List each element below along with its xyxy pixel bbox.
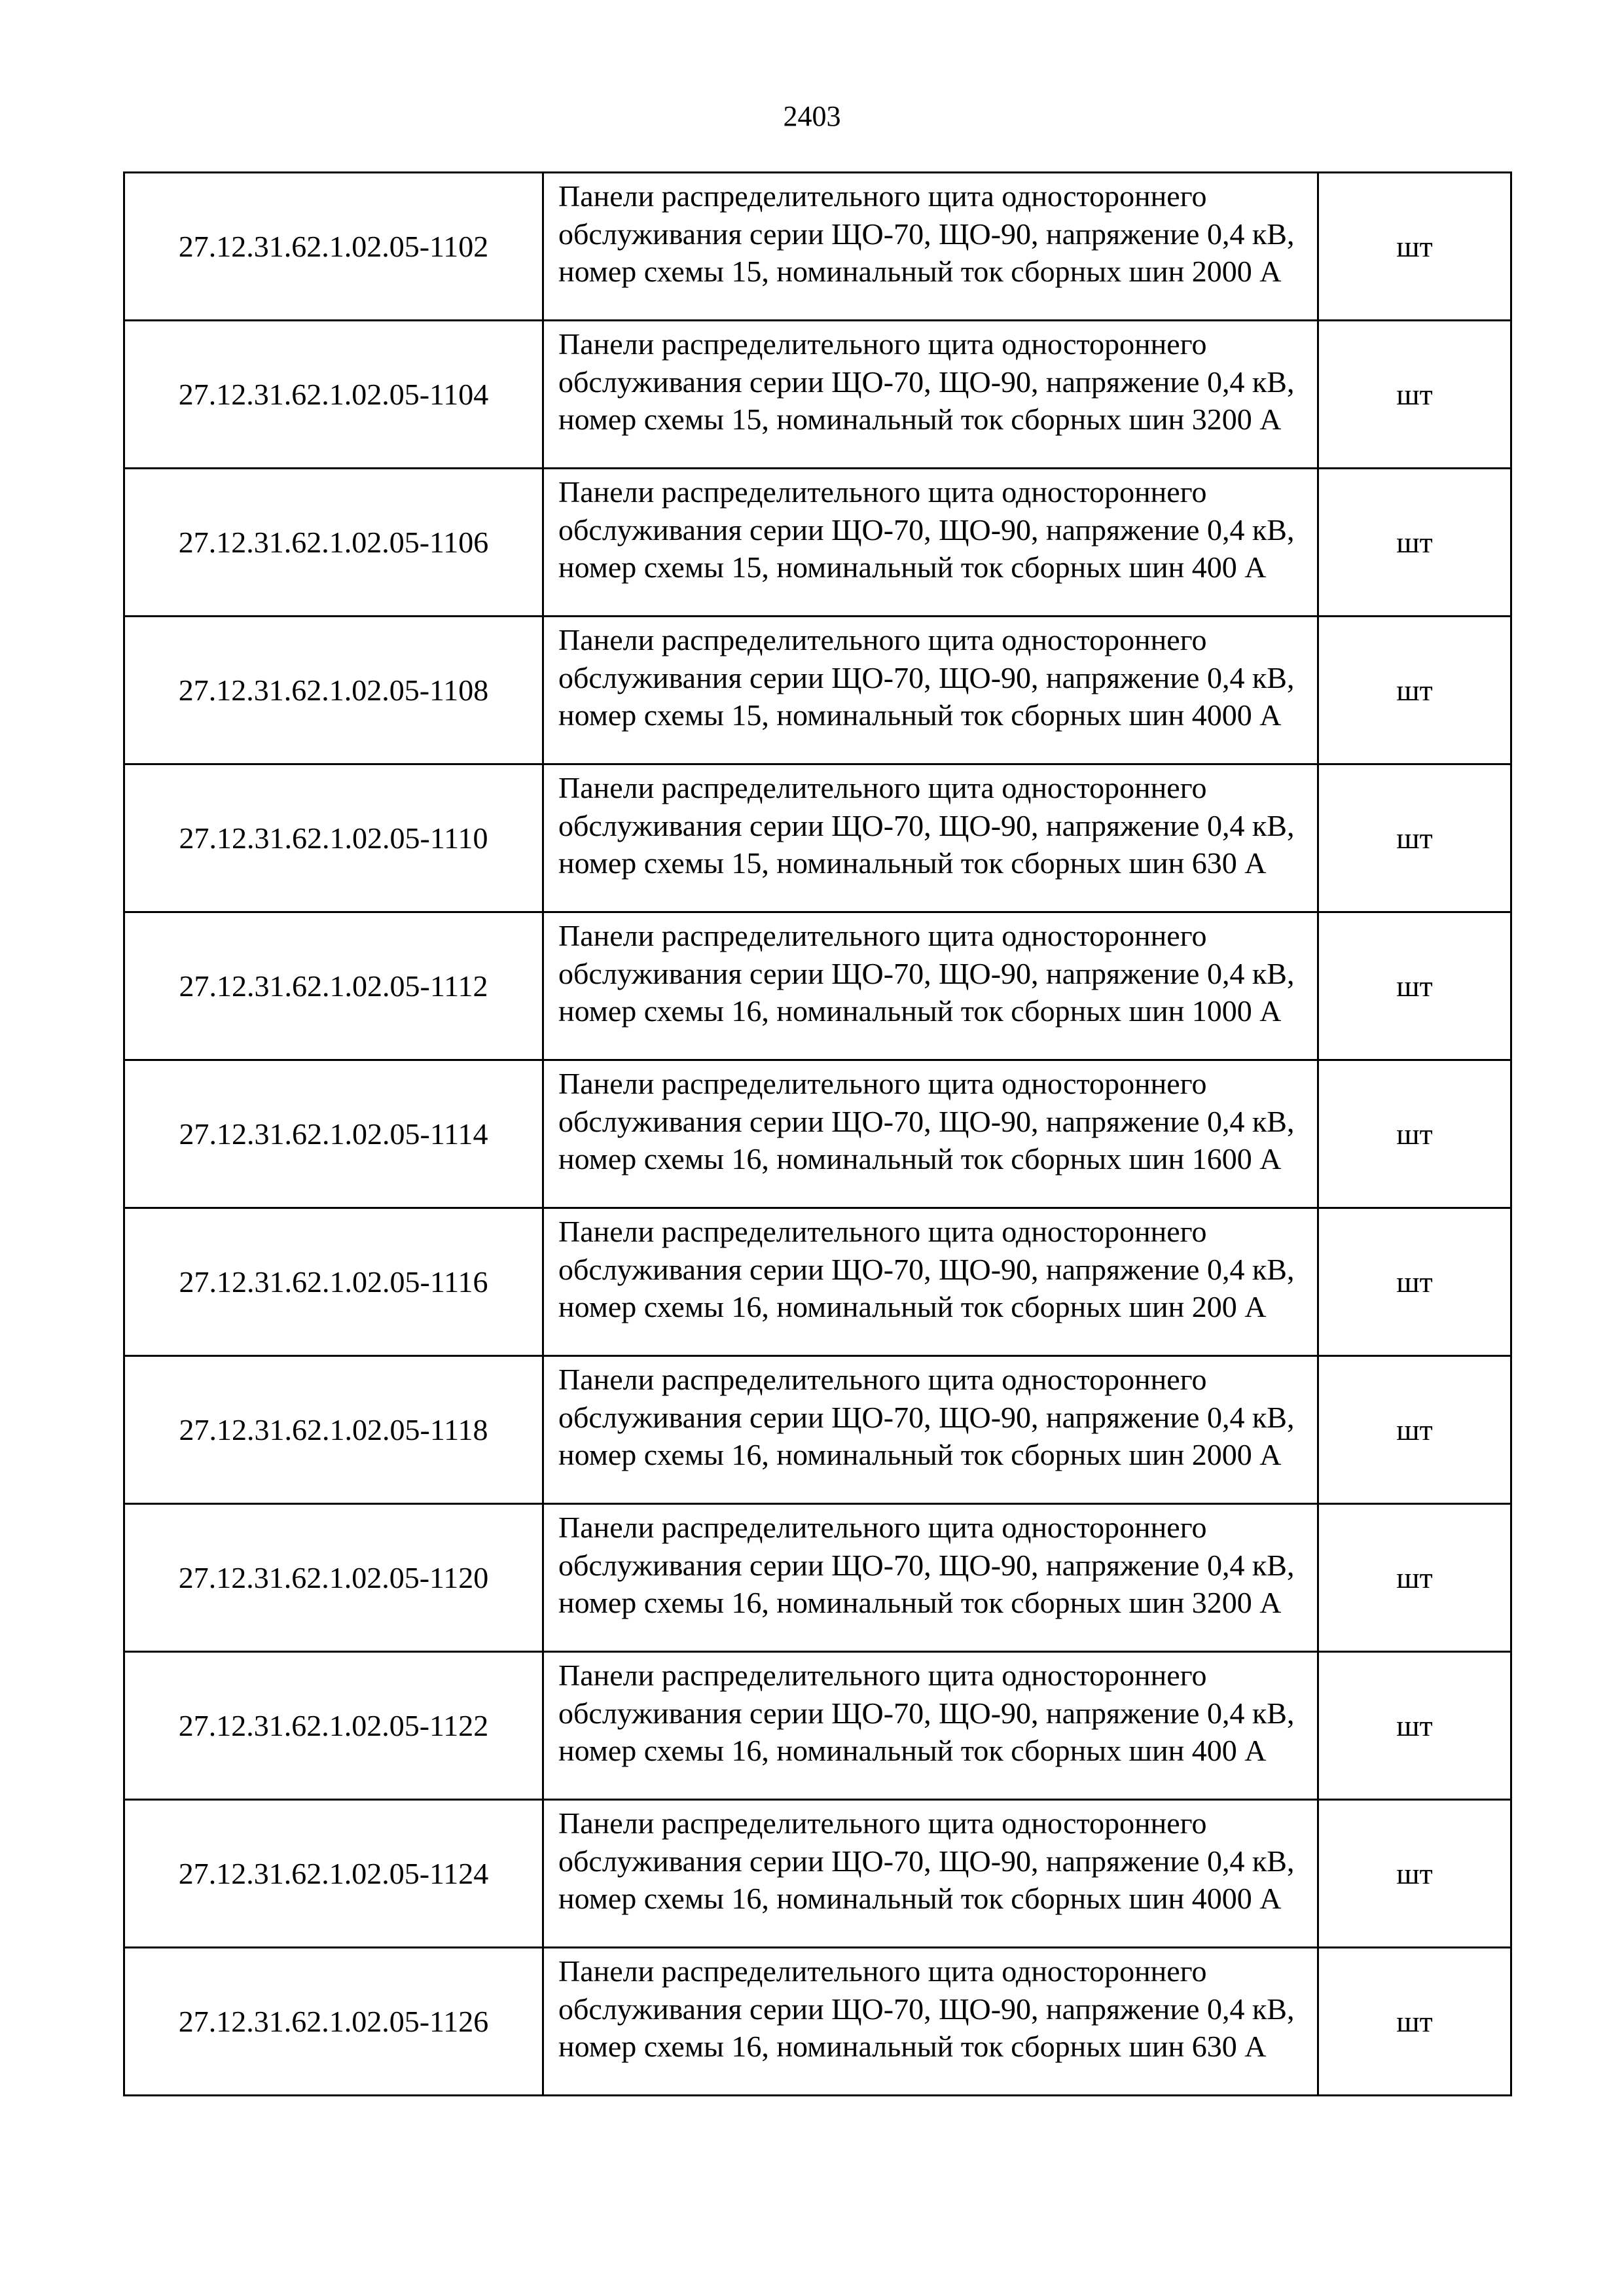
resource-description: Панели распределительного щита одностороннего обслуживания серии ЩО-70, ЩО-90, напряжение 0,4 кВ, номер схемы 16, номинальный ток сборных шин 200 А <box>543 1208 1318 1356</box>
unit-of-measure: шт <box>1318 1652 1511 1800</box>
resource-code: 27.12.31.62.1.02.05-1122 <box>124 1652 543 1800</box>
resource-description: Панели распределительного щита одностороннего обслуживания серии ЩО-70, ЩО-90, напряжение 0,4 кВ, номер схемы 15, номинальный ток сборных шин 630 А <box>543 764 1318 912</box>
table-row <box>124 321 1511 469</box>
unit-of-measure: шт <box>1318 1800 1511 1948</box>
resource-code: 27.12.31.62.1.02.05-1110 <box>124 764 543 912</box>
resource-code: 27.12.31.62.1.02.05-1126 <box>124 1948 543 2096</box>
unit-of-measure: шт <box>1318 912 1511 1060</box>
resource-code: 27.12.31.62.1.02.05-1108 <box>124 617 543 764</box>
table-row <box>124 764 1511 912</box>
resource-code: 27.12.31.62.1.02.05-1106 <box>124 469 543 617</box>
resource-description: Панели распределительного щита одностороннего обслуживания серии ЩО-70, ЩО-90, напряжение 0,4 кВ, номер схемы 16, номинальный ток сборных шин 3200 А <box>543 1504 1318 1652</box>
table-row <box>124 173 1511 321</box>
resource-description: Панели распределительного щита одностороннего обслуживания серии ЩО-70, ЩО-90, напряжение 0,4 кВ, номер схемы 15, номинальный ток сборных шин 4000 А <box>543 617 1318 764</box>
table-row <box>124 1356 1511 1504</box>
table-row <box>124 1060 1511 1208</box>
unit-of-measure: шт <box>1318 1504 1511 1652</box>
table-row <box>124 912 1511 1060</box>
resource-description: Панели распределительного щита одностороннего обслуживания серии ЩО-70, ЩО-90, напряжение 0,4 кВ, номер схемы 15, номинальный ток сборных шин 3200 А <box>543 321 1318 469</box>
table-row <box>124 1948 1511 2096</box>
resource-description: Панели распределительного щита одностороннего обслуживания серии ЩО-70, ЩО-90, напряжение 0,4 кВ, номер схемы 16, номинальный ток сборных шин 1000 А <box>543 912 1318 1060</box>
table-row <box>124 1208 1511 1356</box>
resource-code: 27.12.31.62.1.02.05-1124 <box>124 1800 543 1948</box>
resource-description: Панели распределительного щита одностороннего обслуживания серии ЩО-70, ЩО-90, напряжение 0,4 кВ, номер схемы 16, номинальный ток сборных шин 4000 А <box>543 1800 1318 1948</box>
unit-of-measure: шт <box>1318 1948 1511 2096</box>
unit-of-measure: шт <box>1318 764 1511 912</box>
unit-of-measure: шт <box>1318 1356 1511 1504</box>
resource-code: 27.12.31.62.1.02.05-1114 <box>124 1060 543 1208</box>
catalog-table <box>123 171 1512 2096</box>
resource-code: 27.12.31.62.1.02.05-1118 <box>124 1356 543 1504</box>
unit-of-measure: шт <box>1318 321 1511 469</box>
resource-code: 27.12.31.62.1.02.05-1120 <box>124 1504 543 1652</box>
table-row <box>124 1652 1511 1800</box>
resource-description: Панели распределительного щита одностороннего обслуживания серии ЩО-70, ЩО-90, напряжение 0,4 кВ, номер схемы 16, номинальный ток сборных шин 400 А <box>543 1652 1318 1800</box>
resource-code: 27.12.31.62.1.02.05-1116 <box>124 1208 543 1356</box>
resource-description: Панели распределительного щита одностороннего обслуживания серии ЩО-70, ЩО-90, напряжение 0,4 кВ, номер схемы 16, номинальный ток сборных шин 630 А <box>543 1948 1318 2096</box>
table-row <box>124 617 1511 764</box>
resource-code: 27.12.31.62.1.02.05-1112 <box>124 912 543 1060</box>
resource-description: Панели распределительного щита одностороннего обслуживания серии ЩО-70, ЩО-90, напряжение 0,4 кВ, номер схемы 15, номинальный ток сборных шин 400 А <box>543 469 1318 617</box>
unit-of-measure: шт <box>1318 617 1511 764</box>
unit-of-measure: шт <box>1318 1208 1511 1356</box>
resource-code: 27.12.31.62.1.02.05-1102 <box>124 173 543 321</box>
table-row <box>124 469 1511 617</box>
resource-description: Панели распределительного щита одностороннего обслуживания серии ЩО-70, ЩО-90, напряжение 0,4 кВ, номер схемы 15, номинальный ток сборных шин 2000 А <box>543 173 1318 321</box>
unit-of-measure: шт <box>1318 173 1511 321</box>
resource-code: 27.12.31.62.1.02.05-1104 <box>124 321 543 469</box>
resource-description: Панели распределительного щита одностороннего обслуживания серии ЩО-70, ЩО-90, напряжение 0,4 кВ, номер схемы 16, номинальный ток сборных шин 1600 А <box>543 1060 1318 1208</box>
table-row <box>124 1800 1511 1948</box>
unit-of-measure: шт <box>1318 1060 1511 1208</box>
table-row <box>124 1504 1511 1652</box>
unit-of-measure: шт <box>1318 469 1511 617</box>
page-number: 2403 <box>783 100 841 132</box>
resource-description: Панели распределительного щита одностороннего обслуживания серии ЩО-70, ЩО-90, напряжение 0,4 кВ, номер схемы 16, номинальный ток сборных шин 2000 А <box>543 1356 1318 1504</box>
